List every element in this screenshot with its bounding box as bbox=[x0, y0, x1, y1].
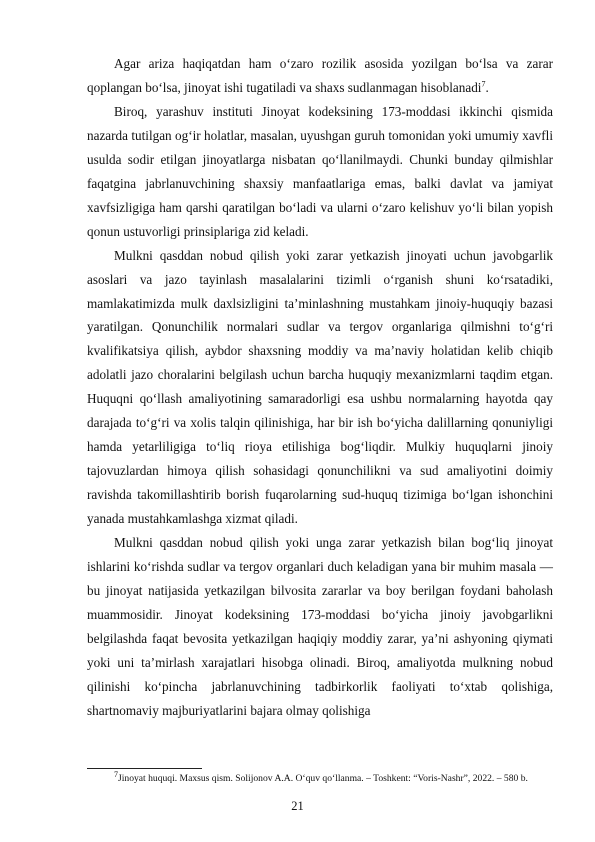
paragraph-1 bbox=[87, 52, 553, 100]
paragraph-1-punct: . bbox=[485, 79, 489, 95]
footnote-reference: 7 bbox=[481, 79, 486, 89]
paragraph-3: Mulkni qasddan nobud qilish yoki zarar yetkazish jinoyati uchun javobgarlik asoslari va jazo tayinlash masalalarini tizimli o‘rganish shuni ko‘rsatadiki, mamlakatimizda mulk daxlsizligini ta’minlashning mustahkam jinoiy-huquqiy bazasi yaratilgan. Qonunchilik normalari sudlar va tergov organlariga qilmishni to‘g‘ri kvalifikatsiya qilish, aybdor shaxsning moddiy va ma’naviy holatidan kelib chiqib adolatli jazo choralarini belgilash uchun barcha huquqiy mexanizmlarni taqdim etgan. Huquqni qo‘llash amaliyotining samaradorligi esa ushbu normalarning hayotda qay darajada to‘g‘ri va xolis talqin qilinishiga, har bir ish bo‘yicha dalillarning qonuniyligi hamda yetarliligiga to‘liq rioya etilishiga bog‘liqdir. Mulkiy huquqlarni jinoiy tajovuzlardan himoya qilish sohasidagi qonunchilikni va sud amaliyotini doimiy ravishda takomillashtirib borish fuqarolarning sud-huquq tizimiga bo‘lgan ishonchini yanada mustahkamlashga xizmat qiladi. bbox=[87, 247, 553, 527]
paragraph-4: Mulkni qasddan nobud qilish yoki unga zarar yetkazish bilan bog‘liq jinoyat ishlarini ko‘rishda sudlar va tergov organlari duch keladigan yana bir muhim masala — bu jinoyat natijasida yetkazilgan bilvosita zararlar va boy berilgan foydani baholash muammosidir. Jinoyat kodeksining 173-moddasi bo‘yicha jinoiy javobgarlikni belgilashda faqat bevosita yetkazilgan haqiqiy moddiy zarar, ya’ni ashyoning qiymati yoki uni ta’mirlash xarajatlari hisobga olinadi. Biroq, amaliyotda mulkning nobud qilinishi ko‘pincha jabrlanuvchining tadbirkorlik faoliyati to‘xtab qolishiga, shartnomaviy majburiyatlarini bajara olmay qolishiga bbox=[87, 535, 553, 718]
footnote-separator bbox=[87, 768, 202, 769]
body-text bbox=[87, 52, 553, 723]
footnote bbox=[114, 769, 554, 785]
paragraph-2: Biroq, yarashuv instituti Jinoyat kodeksining 173-moddasi ikkinchi qismida nazarda tutilgan og‘ir holatlar, masalan, uyushgan guruh tomonidan yoki umumiy xavfli usulda sodir etilgan jinoyatlarga nisbatan qo‘llanilmaydi. Chunki bunday qilmishlar faqatgina jabrlanuvchining shaxsiy manfaatlariga emas, balki davlat va jamiyat xavfsizligiga ham qarshi qaratilgan bo‘ladi va ularni o‘zaro kelishuv yo‘li bilan yopish qonun ustuvorligi prinsiplariga zid keladi. bbox=[87, 103, 553, 239]
footnote-text: Jinoyat huquqi. Maxsus qism. Solijonov A.A. O‘quv qo‘llanma. – Toshkent: “Voris-Nashr”, 2022. – 580 b. bbox=[118, 773, 528, 784]
footnote-number: 7 bbox=[114, 769, 118, 779]
paragraph-1-text: Agar ariza haqiqatdan ham o‘zaro rozilik asosida yozilgan bo‘lsa va zarar qoplangan bo‘lsa, jinoyat ishi tugatiladi va shaxs sudlanmagan hisoblanadi bbox=[87, 56, 553, 95]
page-number: 21 bbox=[291, 799, 304, 813]
